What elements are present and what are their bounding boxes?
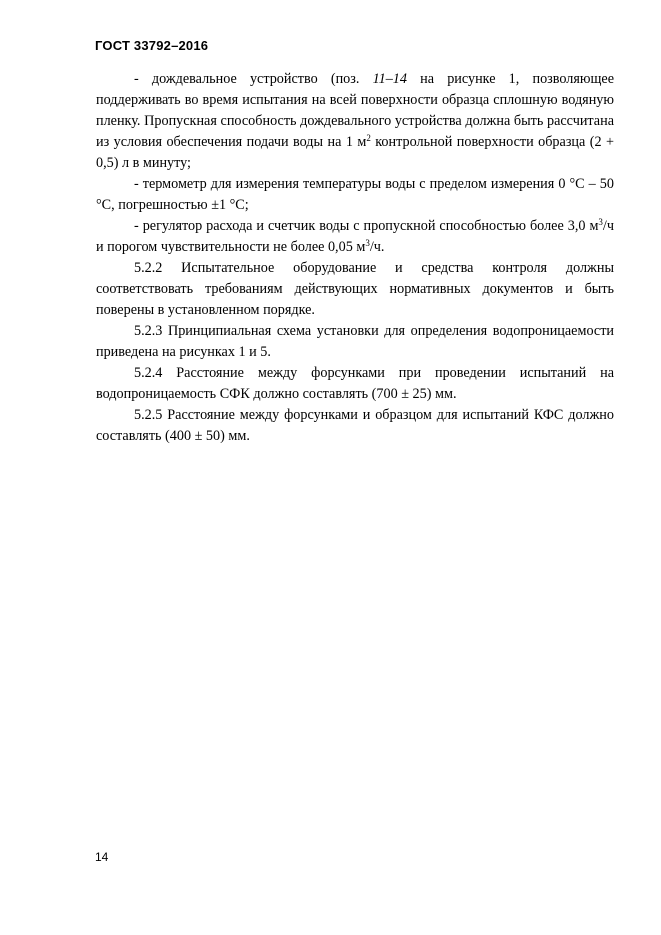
figure-reference: 11–14	[372, 71, 407, 87]
document-body	[96, 69, 614, 447]
text-segment: /ч и порогом чувствительности не более 0,05 м	[96, 218, 614, 255]
document-header: ГОСТ 33792–2016	[95, 38, 209, 53]
text-segment: /ч.	[369, 239, 385, 255]
superscript: 2	[366, 133, 371, 143]
paragraph-5-2-4: 5.2.4 Расстояние между форсунками при проведении испытаний на водопроницаемость СФК должно составлять (700 ± 25) мм.	[96, 365, 614, 402]
paragraph-flow-regulator	[96, 216, 614, 258]
paragraph-5-2-3: 5.2.3 Принципиальная схема установки для определения водопроницаемости приведена на рисунках 1 и 5.	[96, 323, 614, 360]
paragraph-thermometer: - термометр для измерения температуры воды с пределом измерения 0 °С – 50 °С, погрешностью ±1 °С;	[96, 176, 614, 213]
superscript: 3	[365, 238, 370, 248]
text-segment: на рисунке 1, позволяющее поддерживать во время испытания на всей поверхности образца сплошную водяную пленку. Пропускная способность дождевального устройства должна быть рассчитана из условия обеспечения подачи воды на 1 м	[96, 71, 614, 150]
page-number: 14	[95, 850, 109, 864]
text-segment: контрольной поверхности образца (2 + 0,5) л в минуту;	[96, 134, 614, 171]
text-segment: - регулятор расхода и счетчик воды с пропускной способностью более 3,0 м	[134, 218, 599, 234]
text-segment: - дождевальное устройство (поз.	[134, 71, 373, 87]
paragraph-rain-device	[96, 69, 614, 174]
superscript: 3	[598, 217, 603, 227]
paragraph-5-2-5: 5.2.5 Расстояние между форсунками и образцом для испытаний КФС должно составлять (400 ± 50) мм.	[96, 407, 614, 444]
paragraph-5-2-2: 5.2.2 Испытательное оборудование и средства контроля должны соответствовать требованиям действующих нормативных документов и быть поверены в установленном порядке.	[96, 260, 614, 318]
